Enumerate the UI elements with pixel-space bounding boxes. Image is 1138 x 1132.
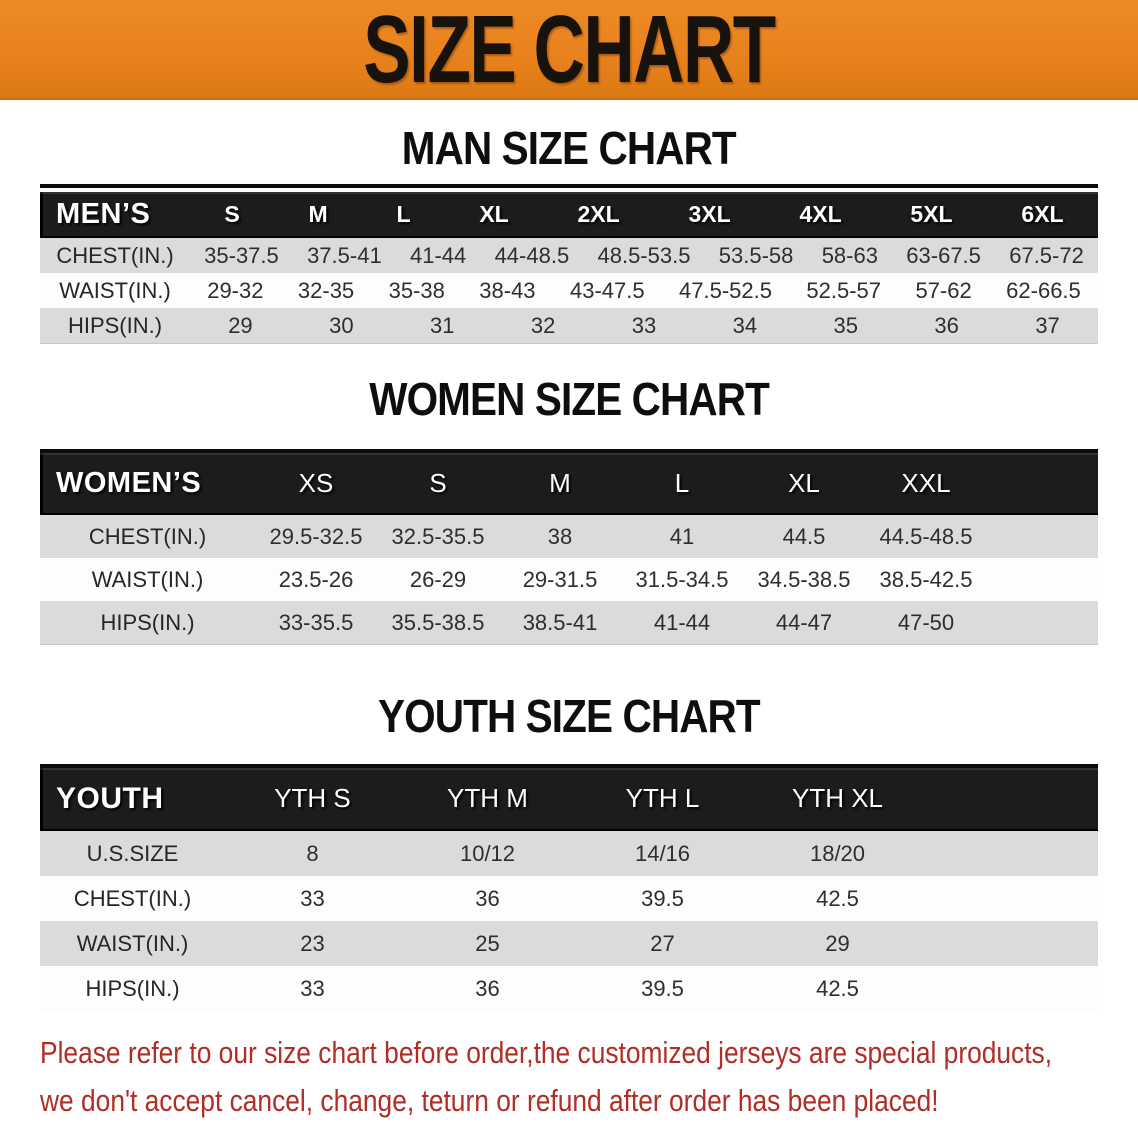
row-label: U.S.SIZE <box>86 840 179 866</box>
size-column-header: YTH S <box>274 783 351 813</box>
size-value: 44-48.5 <box>494 242 570 268</box>
size-value: 41 <box>669 523 695 549</box>
row-label: WAIST(IN.) <box>76 930 189 956</box>
size-value: 26-29 <box>409 566 467 592</box>
row-label: HIPS(IN.) <box>100 609 195 635</box>
size-value: 31.5-34.5 <box>635 566 729 592</box>
size-value: 36 <box>475 885 500 911</box>
size-value: 29.5-32.5 <box>269 523 363 549</box>
size-column-header: M <box>549 467 571 498</box>
size-value: 62-66.5 <box>1006 277 1081 303</box>
size-column-header: 5XL <box>910 200 953 227</box>
section-heading-women: WOMEN SIZE CHART <box>369 373 769 425</box>
size-value: 34.5-38.5 <box>757 566 851 592</box>
disclaimer-line-1: Please refer to our size chart before order,the customized jerseys are special products, <box>40 1035 1053 1070</box>
size-value: 42.5 <box>816 975 859 1001</box>
size-value: 34 <box>732 312 758 338</box>
size-chart-banner <box>0 0 1138 103</box>
size-value: 44.5-48.5 <box>879 523 973 549</box>
size-value: 31 <box>429 312 455 338</box>
size-value: 39.5 <box>641 885 684 911</box>
men-table-header-row <box>40 192 1098 238</box>
size-value: 38-43 <box>479 277 536 303</box>
size-value: 33 <box>300 975 325 1001</box>
size-value: 33 <box>631 312 657 338</box>
row-label: CHEST(IN.) <box>56 242 174 268</box>
size-value: 67.5-72 <box>1009 242 1084 268</box>
size-value: 35.5-38.5 <box>391 609 485 635</box>
size-column-header: 2XL <box>577 200 620 227</box>
size-value: 41-44 <box>409 242 467 268</box>
size-value: 38 <box>547 523 573 549</box>
size-value: 47.5-52.5 <box>679 277 772 303</box>
row-label: HIPS(IN.) <box>67 312 163 338</box>
table-row <box>40 273 1098 308</box>
row-label: WAIST(IN.) <box>59 277 171 303</box>
size-value: 41-44 <box>653 609 711 635</box>
size-value: 32-35 <box>297 277 355 303</box>
size-value: 32 <box>530 312 556 338</box>
size-value: 37 <box>1035 312 1060 338</box>
size-column-header: XL <box>479 200 509 227</box>
size-value: 10/12 <box>459 840 516 866</box>
size-value: 53.5-58 <box>718 242 794 268</box>
size-column-header: 4XL <box>799 200 842 227</box>
youth-table-header-row <box>40 768 1098 831</box>
table-row <box>40 558 1098 601</box>
table-title-cell: WOMEN’S <box>56 466 202 499</box>
size-value: 42.5 <box>816 885 859 911</box>
size-column-header: L <box>674 467 690 498</box>
men-size-table <box>40 184 1098 343</box>
size-value: 38.5-42.5 <box>879 566 973 592</box>
table-title-cell: MEN’S <box>56 197 151 230</box>
size-value: 29 <box>228 312 253 338</box>
size-value: 35-38 <box>388 277 445 303</box>
table-row <box>40 601 1098 644</box>
size-column-header: S <box>429 467 447 498</box>
size-value: 14/16 <box>634 840 691 866</box>
size-column-header: YTH XL <box>791 783 884 813</box>
size-column-header: XXL <box>901 467 951 498</box>
table-row <box>40 966 1098 1011</box>
size-value: 33 <box>300 885 325 911</box>
table-row <box>40 515 1098 558</box>
youth-table-body <box>40 831 1098 1011</box>
women-table-body <box>40 515 1098 644</box>
table-row <box>40 876 1098 921</box>
size-value: 23.5-26 <box>278 566 354 592</box>
size-value: 30 <box>329 312 354 338</box>
table-title-cell: YOUTH <box>56 781 164 815</box>
row-label: WAIST(IN.) <box>91 566 204 592</box>
size-value: 44-47 <box>775 609 833 635</box>
size-column-header: XS <box>298 467 334 498</box>
table-row <box>40 921 1098 966</box>
size-value: 8 <box>306 840 319 866</box>
men-table-body <box>40 238 1098 343</box>
table-row <box>40 308 1098 343</box>
size-value: 63-67.5 <box>906 242 981 268</box>
size-column-header: YTH L <box>625 783 700 813</box>
size-value: 47-50 <box>897 609 955 635</box>
size-column-header: 3XL <box>688 200 731 227</box>
size-value: 58-63 <box>821 242 878 268</box>
size-value: 25 <box>475 930 500 956</box>
row-label: CHEST(IN.) <box>88 523 207 549</box>
size-value: 29-31.5 <box>522 566 598 592</box>
size-column-header: YTH M <box>447 783 528 813</box>
size-value: 44.5 <box>782 523 826 549</box>
size-value: 18/20 <box>809 840 866 866</box>
size-value: 36 <box>475 975 500 1001</box>
size-value: 23 <box>300 930 325 956</box>
size-column-header: 6XL <box>1021 200 1064 227</box>
youth-size-table <box>40 764 1098 1011</box>
row-label: HIPS(IN.) <box>85 975 180 1001</box>
size-column-header: XL <box>788 467 820 498</box>
size-value: 33-35.5 <box>278 609 354 635</box>
size-value: 35-37.5 <box>204 242 279 268</box>
size-value: 43-47.5 <box>569 277 645 303</box>
size-value: 52.5-57 <box>806 277 882 303</box>
size-value: 36 <box>934 312 959 338</box>
section-heading-men: MAN SIZE CHART <box>401 122 736 174</box>
size-value: 39.5 <box>641 975 684 1001</box>
size-value: 29-32 <box>207 277 264 303</box>
size-value: 37.5-41 <box>307 242 382 268</box>
size-column-header: M <box>308 200 328 227</box>
size-value: 48.5-53.5 <box>597 242 691 268</box>
order-disclaimer <box>40 1029 1138 1125</box>
row-label: CHEST(IN.) <box>73 885 192 911</box>
table-row <box>40 831 1098 876</box>
size-value: 38.5-41 <box>522 609 598 635</box>
size-column-header: S <box>224 200 240 227</box>
size-value: 57-62 <box>915 277 972 303</box>
size-value: 32.5-35.5 <box>391 523 485 549</box>
size-column-header: L <box>396 200 411 227</box>
section-heading-youth: YOUTH SIZE CHART <box>378 690 760 742</box>
size-value: 35 <box>833 312 859 338</box>
size-value: 29 <box>825 930 850 956</box>
women-table-header-row <box>40 453 1098 515</box>
disclaimer-line-2: we don't accept cancel, change, teturn or refund after order has been placed! <box>40 1083 939 1118</box>
banner-title: SIZE CHART <box>363 0 775 103</box>
table-row <box>40 238 1098 273</box>
women-size-table <box>40 449 1098 644</box>
size-value: 27 <box>650 930 675 956</box>
table-top-rule <box>40 184 1098 188</box>
